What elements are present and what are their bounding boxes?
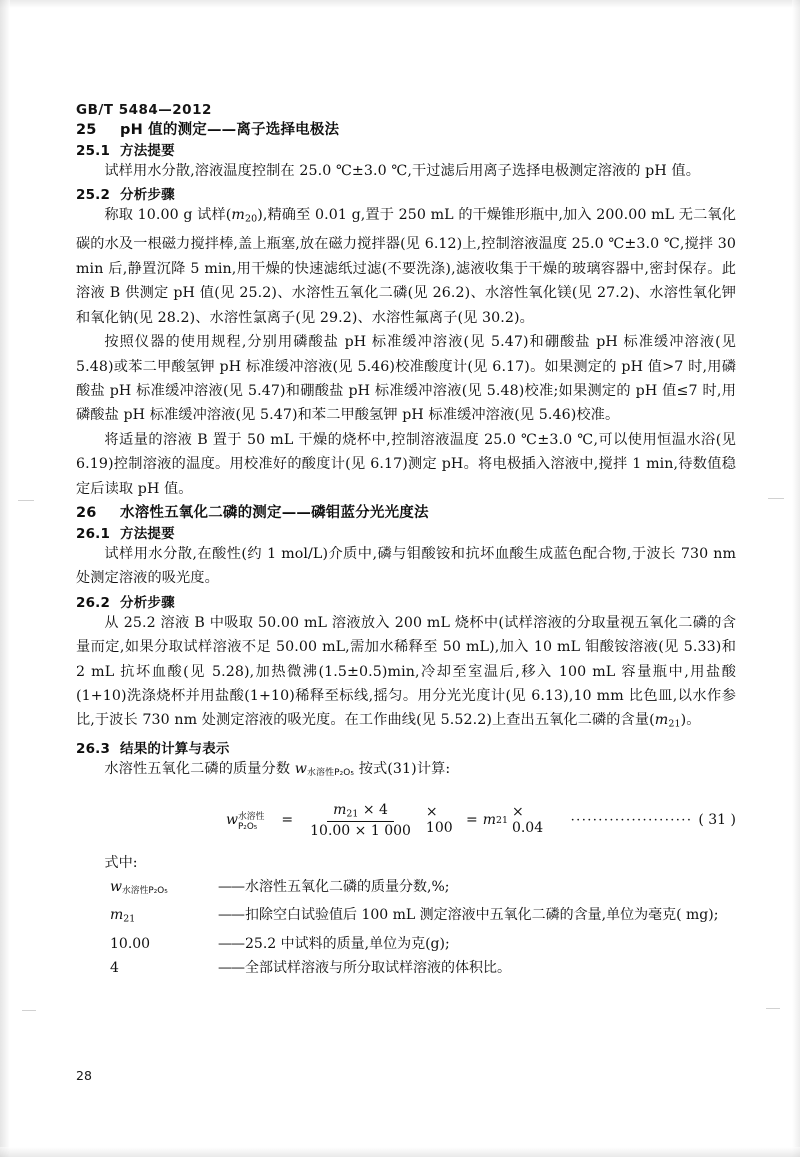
running-head: GB/T 5484—2012 xyxy=(76,102,212,118)
formula-numerator xyxy=(327,802,394,822)
definition-symbol-subscript: 水溶性P₂O₅ xyxy=(121,885,168,896)
where-label: 式中: xyxy=(104,854,138,871)
paragraph-25-2-3: 将适量的溶液 B 置于 50 mL 干燥的烧杯中,控制溶液温度 25.0 ℃±3.0 ℃,可以使用恒温水浴(见 6.19)控制溶液的温度。用校准好的酸度计(见 6.17)测定 pH。将电极插入溶液中,搅拌 1 min,待数值稳定后读取 pH 值。 xyxy=(76,431,736,497)
definition-item xyxy=(110,932,736,956)
scan-edge-bottom xyxy=(0,1147,800,1157)
definition-symbol-subscript: 21 xyxy=(123,913,136,925)
formula-numerator-symbol: m xyxy=(333,802,347,819)
definition-item xyxy=(110,956,736,980)
subclause-26-2-number: 26.2 xyxy=(76,594,111,611)
paragraph-25-2-1 xyxy=(76,203,736,330)
symbol-m21-inline: m xyxy=(654,712,669,729)
formula-result-subscript: 21 xyxy=(496,814,508,826)
paragraph-26-3-lead xyxy=(76,757,736,786)
definition-description: 水溶性五氧化二磷的质量分数,%; xyxy=(245,878,450,895)
formula-number: ( 31 ) xyxy=(698,812,736,829)
formula-leaders: ······················ xyxy=(570,812,693,828)
paragraph-25-2-1-post: ),精确至 0.01 g,置于 250 mL 的干燥锥形瓶中,加入 200.00 mL 无二氧化碳的水及一根磁力搅拌棒,盖上瓶塞,放在磁力搅拌器(见 6.12)上,控制溶液温度 25.0 ℃±3.0 ℃,搅拌 30 min 后,静置沉降 5 min,用干燥的快速滤纸过滤(不要洗涤),滤液收集于干燥的玻璃容器中,密封保存。此溶液 B 供测定 pH 值(见 25.2)、水溶性五氧化二磷(见 26.2)、水溶性氧化镁(见 27.2)、水溶性氧化钾和氧化钠(见 28.2)、水溶性氯离子(见 29.2)、水溶性氟离子(见 30.2)。 xyxy=(76,207,736,326)
definition-symbol-letter: w xyxy=(110,878,122,895)
scan-register-mark-left-lower xyxy=(22,1010,36,1011)
clause-25-title: pH 值的测定——离子选择电极法 xyxy=(120,122,340,138)
subclause-25-1-title: 方法提要 xyxy=(120,143,175,159)
formula-denominator: 10.00 × 1 000 xyxy=(310,822,411,839)
definition-item xyxy=(110,875,736,903)
symbol-m21-inline-subscript: 21 xyxy=(668,719,681,731)
formula-numerator-subscript: 21 xyxy=(346,808,359,820)
scan-register-mark-right-upper xyxy=(768,498,784,499)
definition-list xyxy=(76,875,736,981)
paragraph-25-2-1-pre: 称取 10.00 g 试样( xyxy=(104,207,232,224)
symbol-m20-subscript: 20 xyxy=(244,214,258,226)
paragraph-26-2-1-pre: 从 25.2 溶液 B 中吸取 50.00 mL 溶液放入 200 mL 烧杯中(试样溶液的分取量视五氧化二磷的含量而定,如果分取试样溶液不足 50.00 mL,需加水稀释至 50 mL),加入 10 mL 钼酸铵溶液(见 5.33)和 2 mL 抗坏血酸(见 5.28),加热微沸(1.5±0.5)min,冷却至室温后,移入 100 mL 容量瓶中,用盐酸(1+10)洗涤烧杯并用盐酸(1+10)稀释至标线,摇匀。用分光光度计(见 6.13),10 mm 比色皿,以水作参比,于波长 730 nm 处测定溶液的吸光度。在工作曲线(见 5.52.2)上查出五氧化二磷的含量( xyxy=(76,614,736,729)
paragraph-25-2-2: 按照仪器的使用规程,分别用磷酸盐 pH 标准缓冲溶液(见 5.47)和硼酸盐 pH 标准缓冲溶液(见 5.48)或苯二甲酸氢钾 pH 标准缓冲溶液(见 5.46)校准酸度计(见 6.17)。如果测定的 pH 值>7 时,用磷酸盐 pH 标准缓冲溶液(见 5.47)和硼酸盐 pH 标准缓冲溶液(见 5.48)校准;如果测定的 pH 值≤7 时,用磷酸盐 pH 标准缓冲溶液(见 5.47)和苯二甲酸氢钾 pH 标准缓冲溶液(见 5.46)校准。 xyxy=(76,334,736,424)
scan-register-mark-left-upper xyxy=(18,500,34,501)
subclause-26-3-heading xyxy=(76,737,736,757)
formula-31 xyxy=(76,802,736,839)
subclause-25-2-number: 25.2 xyxy=(76,187,111,204)
subclause-26-1-title: 方法提要 xyxy=(120,525,175,542)
scan-edge-left xyxy=(0,0,10,1157)
formula-numerator-rest: × 4 xyxy=(362,802,388,819)
clause-26-heading xyxy=(76,501,736,522)
definition-item xyxy=(110,903,736,932)
definition-description: 扣除空白试验值后 100 mL 测定溶液中五氧化二磷的含量,单位为毫克( mg); xyxy=(245,907,719,924)
formula-result-rest: × 0.04 xyxy=(511,804,544,837)
definition-description: 25.2 中试料的质量,单位为克(g); xyxy=(245,935,450,952)
symbol-w-wsp2o5-subscript: 水溶性P₂O₅ xyxy=(307,768,355,779)
subclause-25-2-heading xyxy=(76,183,736,203)
subclause-25-2-title: 分析步骤 xyxy=(120,187,175,204)
subclause-26-1-heading xyxy=(76,522,736,542)
paragraph-25-1-1: 试样用水分散,溶液温度控制在 25.0 ℃±3.0 ℃,干过滤后用离子选择电极测定溶液的 pH 值。 xyxy=(104,163,701,179)
formula-equals-1: = xyxy=(281,812,294,829)
symbol-m20: m xyxy=(231,207,245,224)
clause-26-title: 水溶性五氧化二磷的测定——磷钼蓝分光光度法 xyxy=(120,504,429,521)
definition-symbol xyxy=(110,875,218,903)
subclause-26-3-title: 结果的计算与表示 xyxy=(120,741,230,758)
formula-result-symbol: m xyxy=(482,812,496,829)
definition-description: 全部试样溶液与所分取试样溶液的体积比。 xyxy=(245,960,511,977)
paragraph-26-2-1-post: )。 xyxy=(680,712,701,729)
subclause-25-1-number: 25.1 xyxy=(76,143,111,159)
definition-dash: —— xyxy=(218,960,244,977)
subclause-26-3-number: 26.3 xyxy=(76,741,111,758)
definition-symbol: 10.00 xyxy=(110,935,151,952)
formula-lhs-subscript: 水溶性P₂O₅ xyxy=(237,811,265,832)
formula-equals-2: = xyxy=(465,812,478,829)
symbol-w-wsp2o5: w xyxy=(294,761,307,778)
paragraph-26-1-1: 试样用水分散,在酸性(约 1 mol/L)介质中,磷与钼酸铵和抗坏血酸生成蓝色配合物,于波长 730 nm 处测定溶液的吸光度。 xyxy=(76,545,736,587)
definition-dash: —— xyxy=(218,907,244,924)
subclause-26-2-title: 分析步骤 xyxy=(120,594,175,611)
clause-26-number: 26 xyxy=(76,504,97,521)
page-number: 28 xyxy=(76,1068,92,1083)
paragraph-26-2-1 xyxy=(76,611,736,738)
definition-dash: —— xyxy=(218,935,244,952)
formula-fraction xyxy=(304,802,417,839)
clause-25-heading xyxy=(76,118,736,139)
subclause-25-1-heading xyxy=(76,139,736,159)
lead-post: 按式(31)计算: xyxy=(354,761,451,778)
clause-25-number: 25 xyxy=(76,122,97,138)
scan-edge-right xyxy=(792,0,800,1157)
lead-pre: 水溶性五氧化二磷的质量分数 xyxy=(104,761,295,778)
definition-symbol xyxy=(110,903,218,932)
page-content xyxy=(76,0,736,980)
subclause-26-2-heading xyxy=(76,591,736,611)
definition-symbol: 4 xyxy=(110,960,119,977)
formula-times-100: × 100 xyxy=(425,804,453,837)
formula-lhs-symbol: w xyxy=(226,812,238,829)
scan-register-mark-right-lower xyxy=(766,1008,780,1009)
definition-dash: —— xyxy=(218,878,244,895)
definition-symbol-letter: m xyxy=(110,907,124,924)
subclause-26-1-number: 26.1 xyxy=(76,525,111,542)
